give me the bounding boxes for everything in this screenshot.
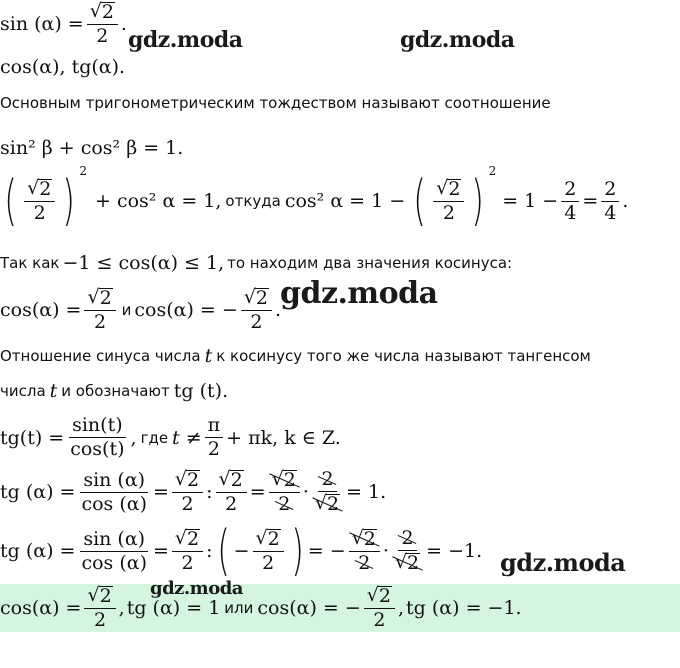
line-sin-value: sin (α) = √ 2 2 . — [0, 0, 127, 47]
tan-case-2: tg (α) = $\frac{\sin (\alpha)}{\cos (\alpha)}$ = √ 2 2 : ( − √ 2 2 ) = − √ 2 2 · 2 √ 2 = −1. — [0, 519, 483, 582]
watermark: gdz.moda — [500, 548, 626, 577]
sin-alpha-label: sin (α) = — [0, 13, 84, 35]
tangent-def-line1: Отношение синуса числа t к косинусу того же числа называют тангенсом — [0, 345, 591, 367]
line-cos-squared: ( √ 2 2 ) $^2$ + cos² α = 1, откуда cos² α = 1 − ( √ 2 2 ) $^2$ = 1 − $\frac{2}{4}$ = $\frac{2}{4}$ . — [4, 164, 629, 232]
tan-case-1: tg (α) = $\frac{\sin (\alpha)}{\cos (\alpha)}$ = √ 2 2 : √ 2 2 = √ 2 2 · 2 √ 2 = 1. — [0, 468, 387, 515]
identity-text: Основным тригонометрическим тождеством называют соотношение — [0, 94, 551, 112]
watermark: gdz.moda — [150, 578, 243, 599]
tangent-formula: tg(t) = $\frac{\sin(t)}{\cos(t)}$ , где t ≠ π 2 + πk, k ∈ Z. — [0, 414, 341, 460]
tangent-def-line2: числа t и обозначают tg (t). — [0, 380, 229, 402]
line-find: cos(α), tg(α). — [0, 56, 126, 78]
watermark: gdz.moda — [400, 27, 515, 53]
final-answer: cos(α) = √ 2 2 , tg (α) = 1 или cos(α) = − √ 2 2 , tg (α) = −1. — [0, 584, 522, 631]
fraction: √ 2 2 — [87, 2, 118, 46]
line-bounds: Так как −1 ≤ cos(α) ≤ 1, то находим два значения косинуса: — [0, 252, 513, 274]
watermark: gdz.moda — [280, 276, 438, 311]
identity-formula: sin² β + cos² β = 1. — [0, 137, 184, 159]
watermark: gdz.moda — [128, 27, 243, 53]
line-cos-values: cos(α) = √ 2 2 и cos(α) = − √ 2 2 . — [0, 286, 282, 333]
